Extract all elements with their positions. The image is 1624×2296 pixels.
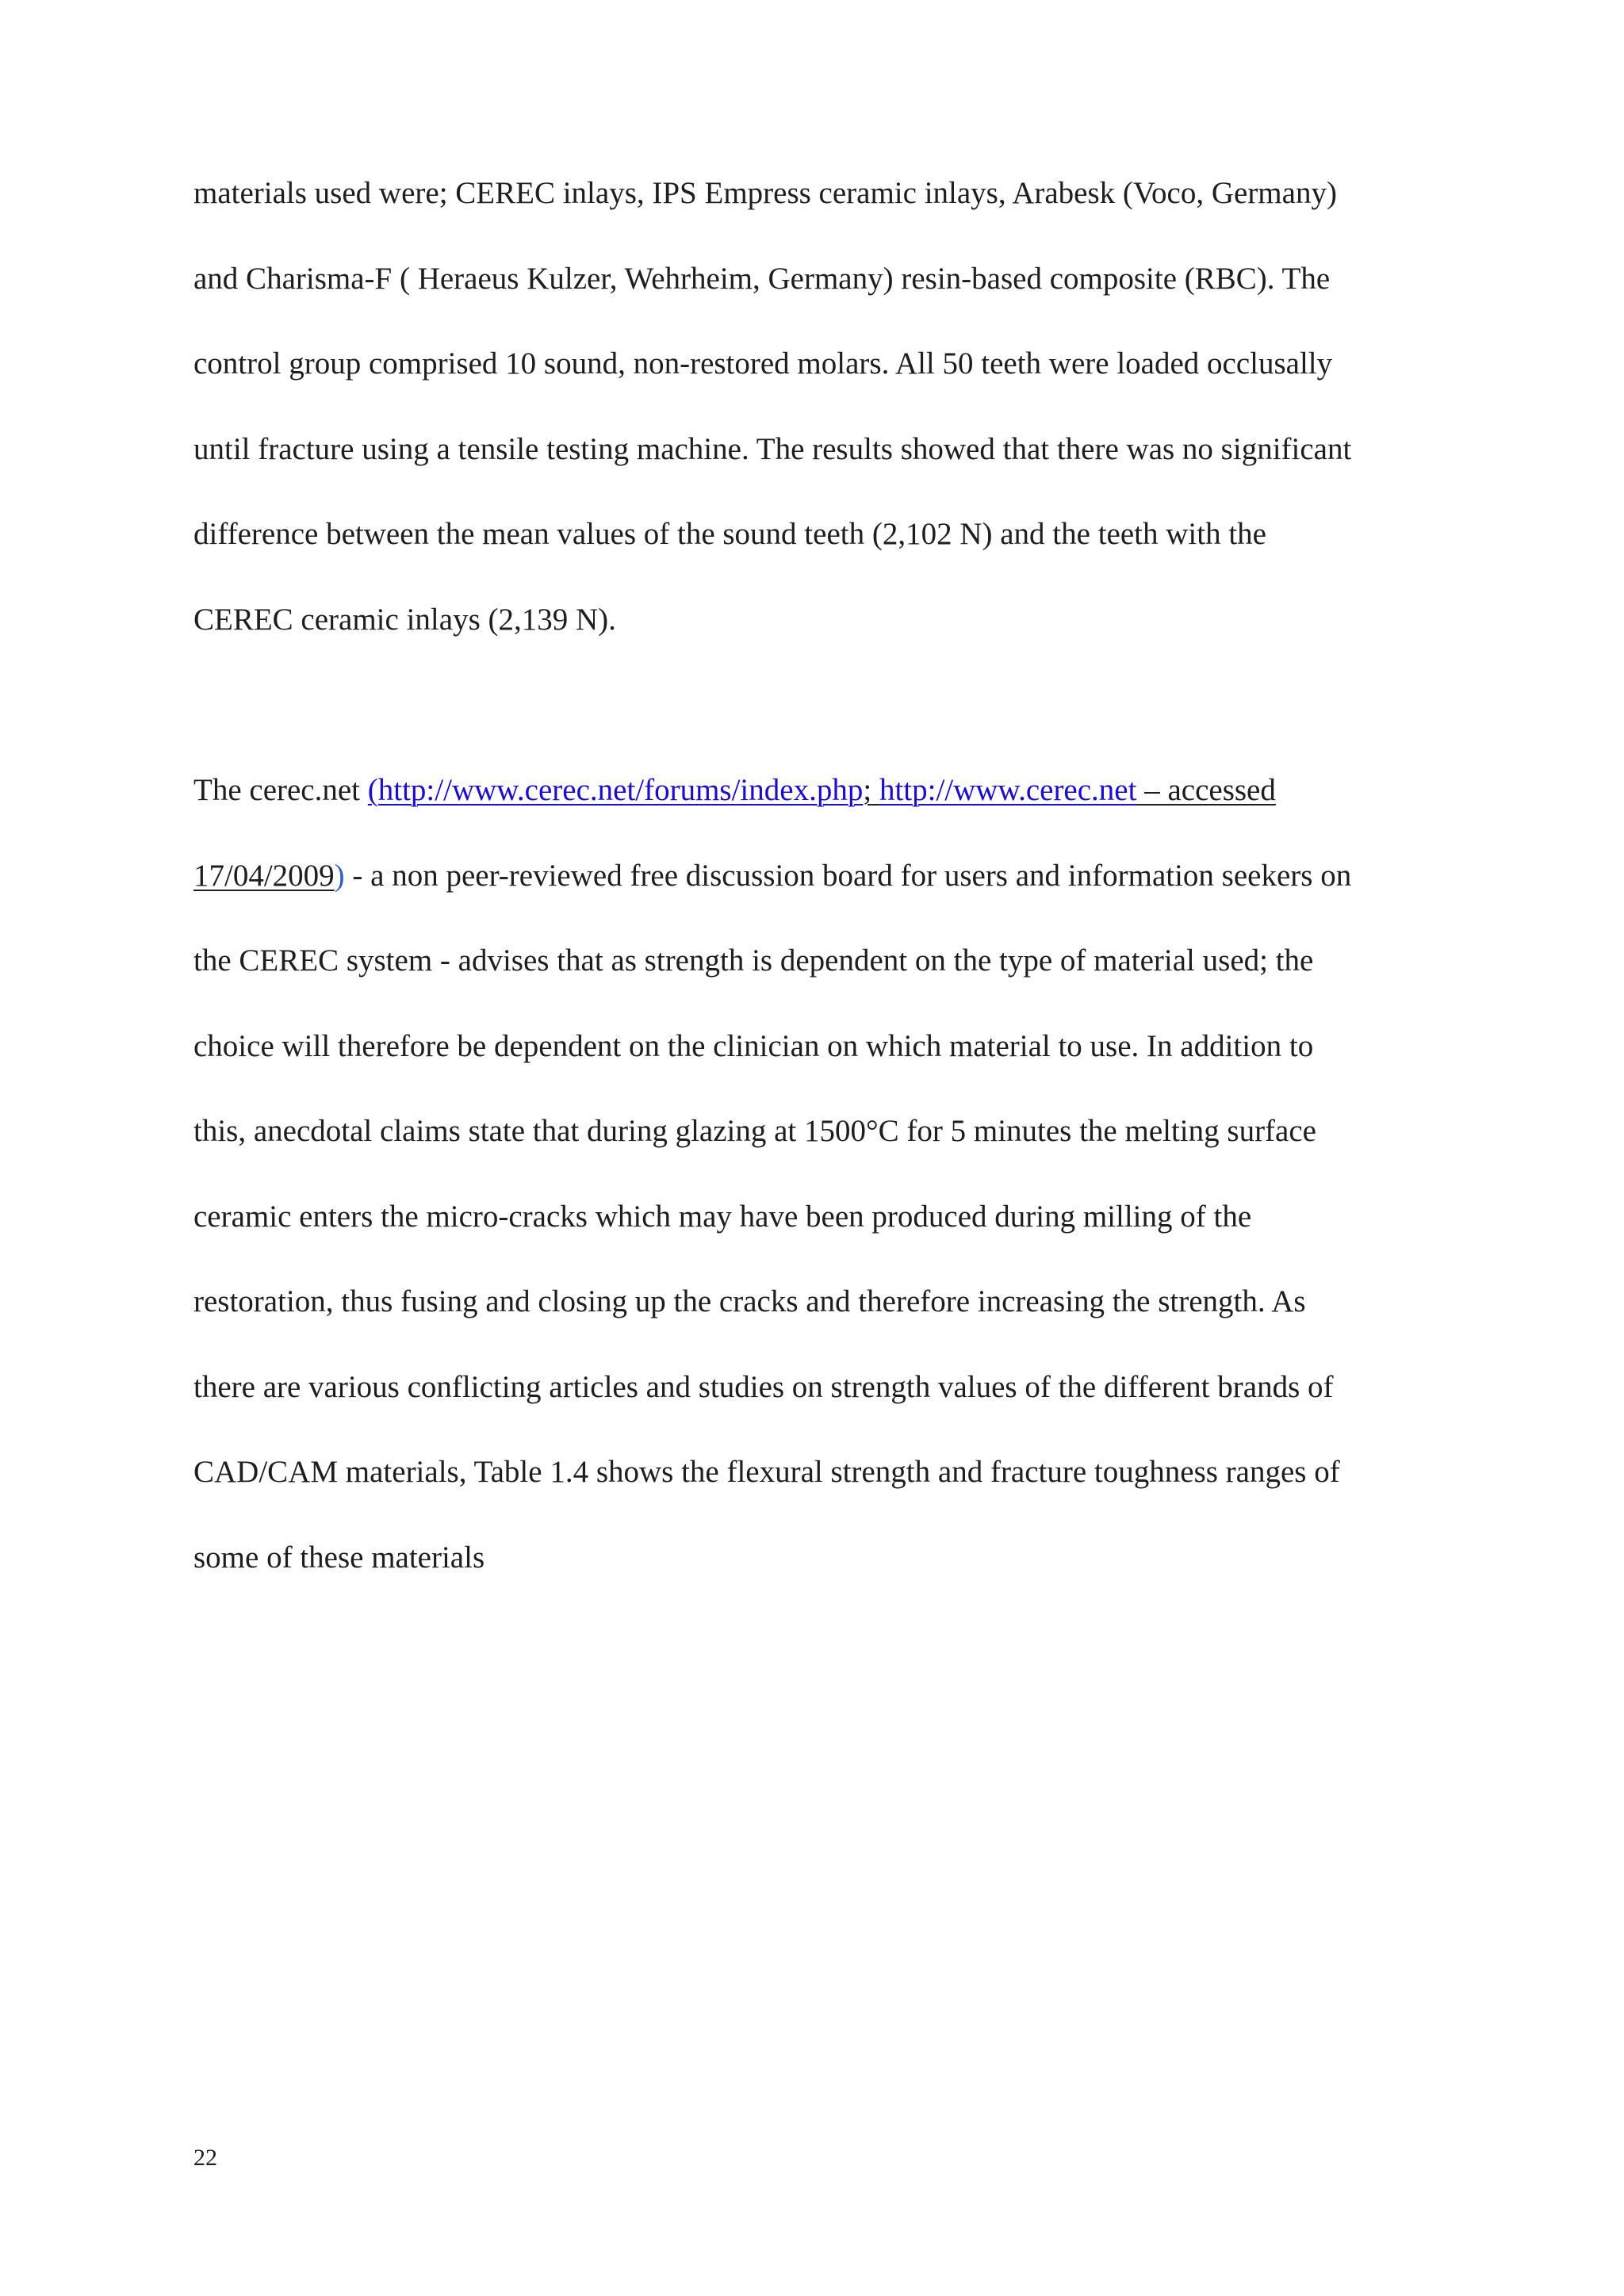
text-line: restoration, thus fusing and closing up the cracks and therefore increasing the strength. As [193, 1284, 1306, 1318]
text-line: difference between the mean values of the sound teeth (2,102 N) and the teeth with the [193, 517, 1266, 551]
cerec-home-link[interactable]: http://www.cerec.net [879, 773, 1137, 807]
close-parenthesis: ) [334, 858, 345, 893]
paragraph-study-summary [193, 151, 1478, 662]
paragraph-cerec-net [193, 748, 1478, 1600]
text-line: and Charisma-F ( Heraeus Kulzer, Wehrheim, Germany) resin-based composite (RBC). The [193, 261, 1331, 296]
text-line: ceramic enters the micro-cracks which may have been produced during milling of the [193, 1199, 1252, 1234]
text-line: this, anecdotal claims state that during glazing at 1500°C for 5 minutes the melting surface [193, 1114, 1316, 1148]
accessed-label: – accessed [1136, 773, 1276, 807]
page-number: 22 [193, 2145, 217, 2171]
accessed-date: 17/04/2009 [193, 858, 335, 893]
text-line: until fracture using a tensile testing machine. The results showed that there was no significant [193, 431, 1352, 466]
text-line: control group comprised 10 sound, non-restored molars. All 50 teeth were loaded occlusally [193, 346, 1333, 381]
open-parenthesis: ( [367, 773, 378, 807]
text-line: there are various conflicting articles and studies on strength values of the different brands of [193, 1369, 1334, 1404]
text-line: choice will therefore be dependent on the clinician on which material to use. In addition to [193, 1028, 1314, 1063]
text-line: materials used were; CEREC inlays, IPS Empress ceramic inlays, Arabesk (Voco, Germany) [193, 176, 1337, 210]
link-separator: ; [863, 773, 879, 807]
text-line: the CEREC system - advises that as strength is dependent on the type of material used; the [193, 943, 1314, 978]
text-line: CEREC ceramic inlays (2,139 N). [193, 602, 616, 637]
text-line [193, 833, 1478, 919]
cerec-forums-link[interactable]: http://www.cerec.net/forums/index.php [377, 773, 864, 807]
line-prefix: The cerec.net [193, 773, 368, 807]
text-line: some of these materials [193, 1540, 485, 1575]
text-line-with-links [193, 748, 1478, 833]
text-line: CAD/CAM materials, Table 1.4 shows the flexural strength and fracture toughness ranges of [193, 1455, 1340, 1489]
line-rest: - a non peer-reviewed free discussion board for users and information seekers on [344, 858, 1352, 893]
